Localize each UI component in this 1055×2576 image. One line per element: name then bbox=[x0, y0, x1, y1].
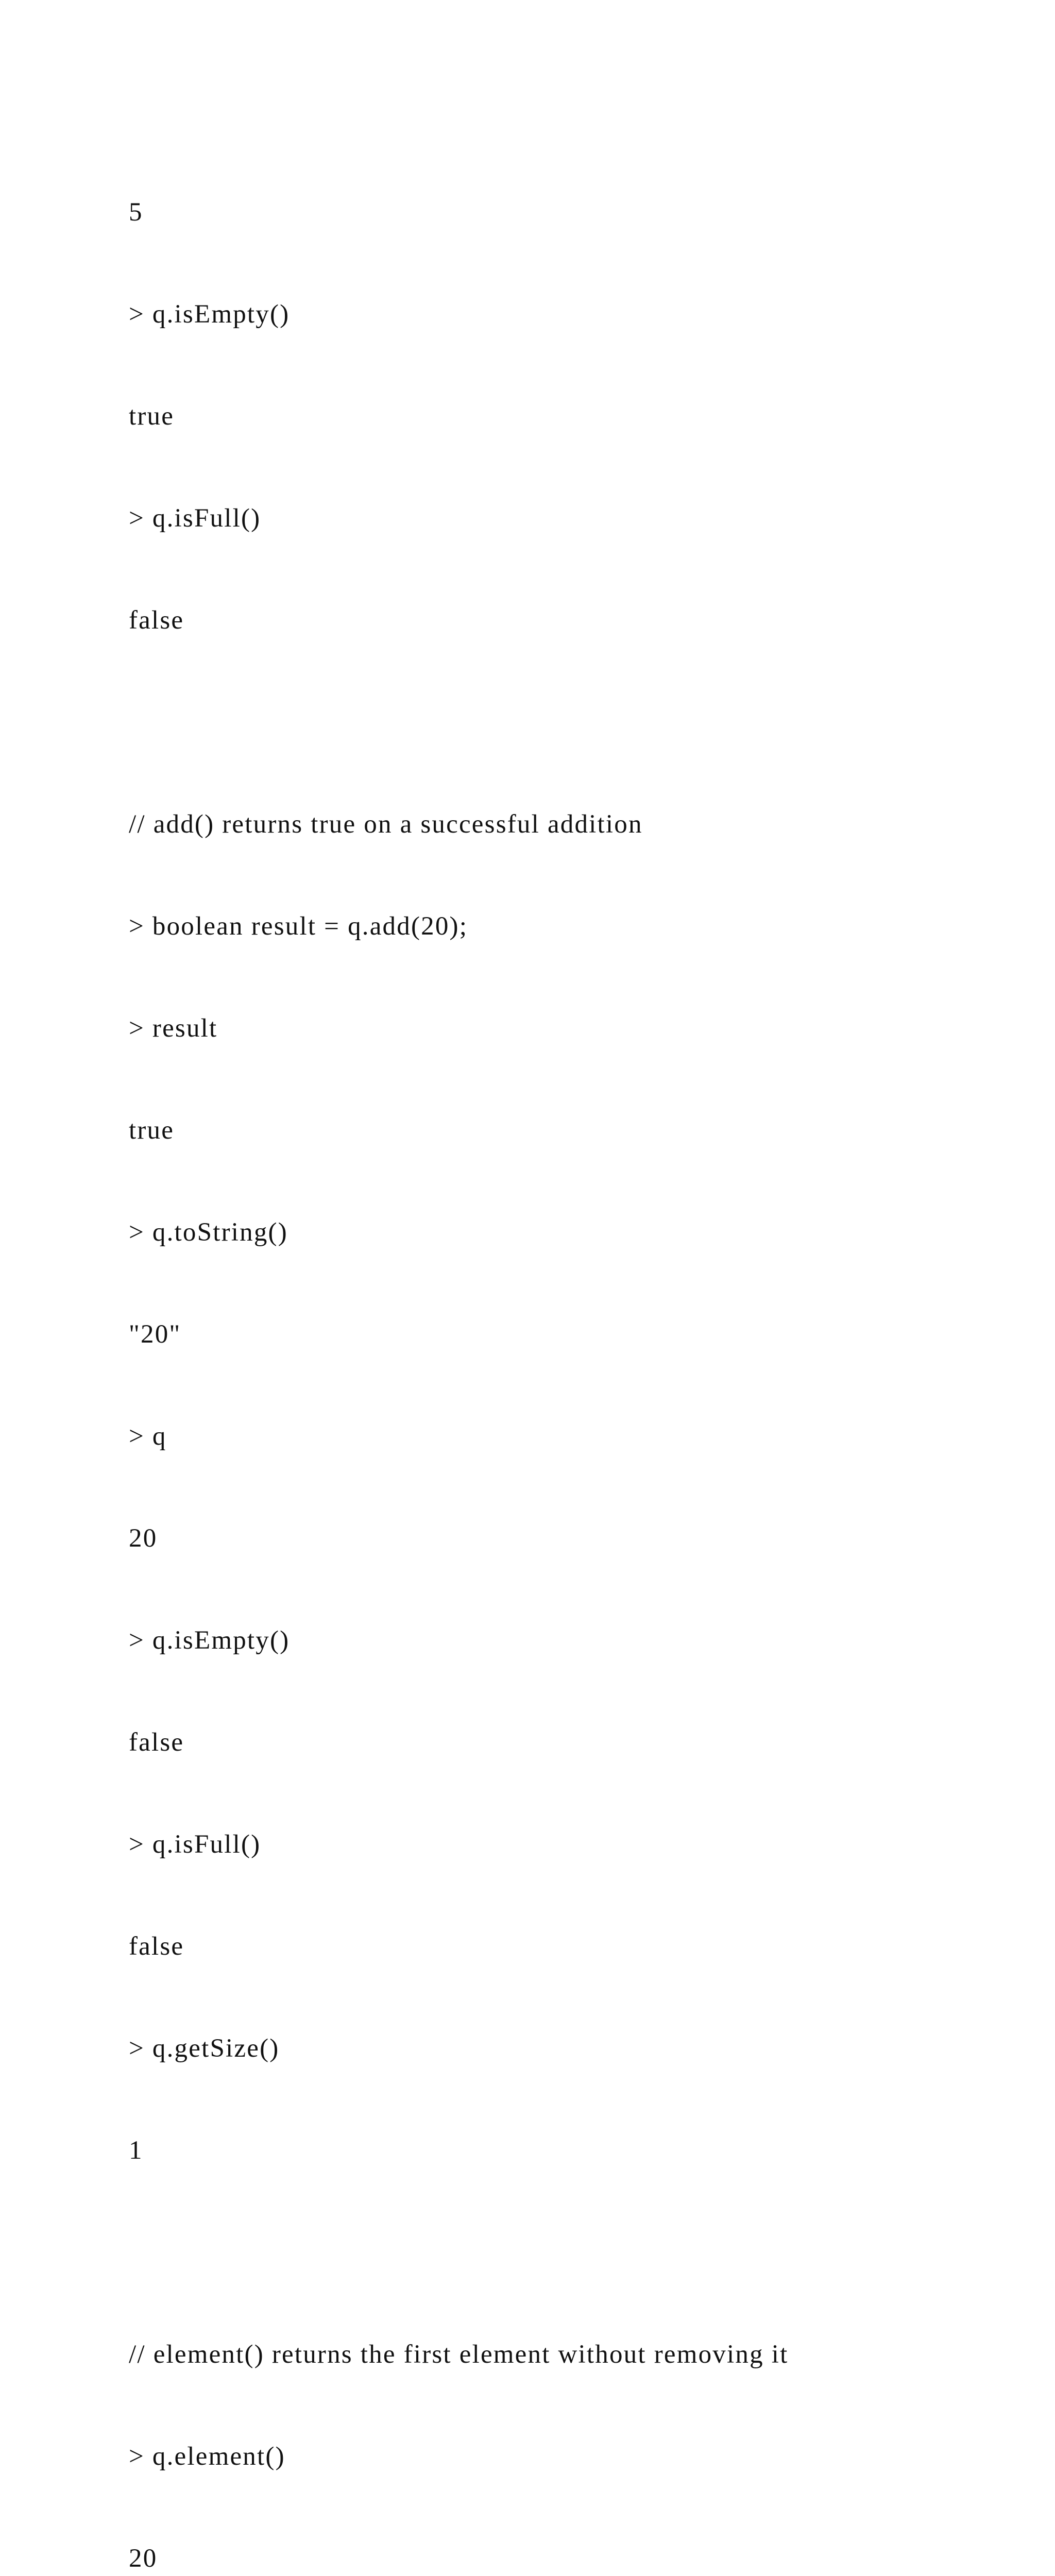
comment-line: // add() returns true on a successful addition bbox=[129, 810, 643, 839]
blank-line bbox=[129, 705, 1005, 739]
output-line: false bbox=[129, 1932, 184, 1961]
command-line: > q.element() bbox=[129, 2442, 285, 2471]
output-line: true bbox=[129, 1116, 175, 1145]
output-line: true bbox=[129, 402, 175, 431]
command-line: > q.getSize() bbox=[129, 2034, 280, 2063]
command-line: > boolean result = q.add(20); bbox=[129, 912, 468, 941]
command-line: > q.isFull() bbox=[129, 504, 261, 533]
output-line: false bbox=[129, 606, 184, 635]
output-line: 1 bbox=[129, 2136, 143, 2165]
comment-line: // element() returns the first element without removing it bbox=[129, 2340, 789, 2369]
command-line: > q.isEmpty() bbox=[129, 1626, 290, 1655]
output-line: false bbox=[129, 1728, 184, 1757]
command-line: > q bbox=[129, 1422, 167, 1451]
command-line: > q.isEmpty() bbox=[129, 300, 290, 329]
output-line: 20 bbox=[129, 1524, 158, 1553]
command-line: > result bbox=[129, 1014, 218, 1043]
command-line: > q.isFull() bbox=[129, 1830, 261, 1859]
repl-transcript bbox=[129, 127, 1005, 2576]
output-line: 20 bbox=[129, 2544, 158, 2573]
blank-line bbox=[129, 2235, 1005, 2269]
output-line: "20" bbox=[129, 1320, 181, 1349]
output-line: 5 bbox=[129, 198, 143, 227]
command-line: > q.toString() bbox=[129, 1218, 288, 1247]
